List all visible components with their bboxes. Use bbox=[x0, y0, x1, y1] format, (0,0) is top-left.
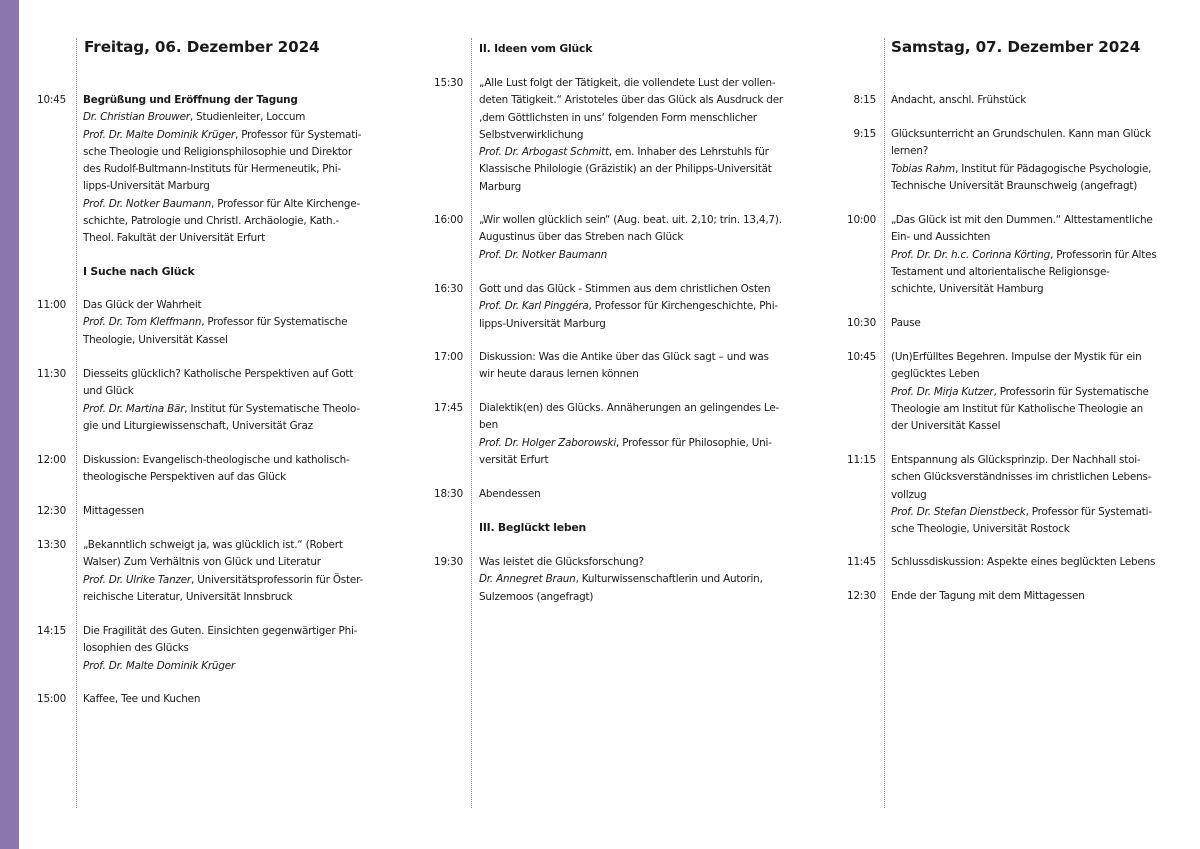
speaker-role: , Universitätsprofessorin für Öster- bbox=[191, 573, 364, 586]
speaker-name: Prof. Dr. Tom Kleffmann bbox=[83, 316, 202, 329]
speaker-name: Prof. Dr. Stefan Dienstbeck bbox=[891, 505, 1026, 518]
entry-title: Was leistet die Glücksforschung? bbox=[479, 556, 644, 568]
entry-body bbox=[479, 400, 779, 469]
entry-line bbox=[891, 161, 1151, 178]
entry-title: „Wir wollen glücklich sein“ (Aug. beat. uit. 2,10; trin. 13,4,7). bbox=[479, 214, 782, 226]
column-divider-2 bbox=[471, 38, 472, 808]
entry-title: Entspannung als Glücksprinzip. Der Nachhall stoi- bbox=[891, 454, 1141, 466]
entry-body bbox=[891, 126, 1151, 195]
entry-line: Selbstverwirklichung bbox=[479, 128, 584, 141]
entry-line: Theol. Fakultät der Universität Erfurt bbox=[83, 232, 265, 245]
entry-body bbox=[479, 75, 783, 196]
entry-line: ‚dem Göttlichsten in uns‘ folgenden Form menschlicher bbox=[479, 111, 757, 124]
entry-line: reichische Literatur, Universität Innsbruck bbox=[83, 590, 293, 603]
entry-line bbox=[891, 247, 1157, 264]
entry-line: sche Theologie und Religionsphilosophie und Direktor bbox=[83, 145, 352, 158]
entry-line bbox=[479, 144, 783, 161]
entry-title: Diskussion: Was die Antike über das Glück sagt – und was bbox=[479, 351, 769, 363]
entry-line: vollzug bbox=[891, 488, 927, 501]
section-title: III. Beglückt leben bbox=[479, 521, 587, 534]
entry-line: Augustinus über das Streben nach Glück bbox=[479, 231, 684, 244]
entry-body bbox=[479, 349, 769, 384]
entry-line bbox=[891, 504, 1152, 521]
entry-line: lernen? bbox=[891, 145, 929, 158]
speaker-role: , Professor für Kirchengeschichte, Phi- bbox=[588, 300, 778, 313]
entry-line bbox=[83, 109, 361, 126]
section-heading bbox=[83, 263, 194, 281]
entry-line: wir heute daraus lernen können bbox=[479, 368, 639, 381]
entry-body bbox=[479, 554, 763, 606]
speaker-name: Tobias Rahm bbox=[891, 162, 956, 175]
entry-time: 12:00 bbox=[37, 454, 66, 466]
entry-title: Glücksunterricht an Grundschulen. Kann man Glück bbox=[891, 128, 1151, 140]
entry-line: Walser) Zum Verhältnis von Glück und Literatur bbox=[83, 556, 321, 569]
entry-title: Andacht, anschl. Frühstück bbox=[891, 94, 1027, 106]
entry-line: des Rudolf-Bultmann-Instituts für Hermeneutik, Phi- bbox=[83, 163, 341, 176]
column-divider-1 bbox=[76, 38, 77, 808]
speaker-name: Dr. Christian Brouwer bbox=[83, 111, 190, 124]
entry-title: Ende der Tagung mit dem Mittagessen bbox=[891, 590, 1085, 602]
entry-title: (Un)Erfülltes Begehren. Impulse der Mystik für ein bbox=[891, 351, 1142, 363]
entry-line bbox=[891, 384, 1149, 401]
entry-title: Diskussion: Evangelisch-theologische und katholisch- bbox=[83, 454, 350, 466]
speaker-role: , Kulturwissenschaftlerin und Autorin, bbox=[575, 573, 763, 586]
entry-line: gie und Liturgiewissenschaft, Universität Graz bbox=[83, 419, 313, 432]
entry-line: ben bbox=[479, 419, 498, 432]
entry-title: Pause bbox=[891, 317, 921, 329]
speaker-role: , Institut für Systematische Theolo- bbox=[184, 402, 360, 415]
entry-time: 19:30 bbox=[434, 556, 463, 568]
entry-title: Die Fragilität des Guten. Einsichten gegenwärtiger Phi- bbox=[83, 625, 358, 637]
entry-time: 13:30 bbox=[37, 539, 66, 551]
entry-time: 10:45 bbox=[37, 94, 66, 106]
entry-line: deten Tätigkeit.“ Aristoteles über das Glück als Ausdruck der bbox=[479, 94, 783, 107]
entry-line: Testament und altorientalische Religionsge- bbox=[891, 265, 1110, 278]
entry-title: Gott und das Glück - Stimmen aus dem christlichen Osten bbox=[479, 283, 771, 295]
speaker-name: Prof. Dr. Karl Pinggéra bbox=[479, 300, 589, 313]
entry-title: Kaffee, Tee und Kuchen bbox=[83, 693, 201, 705]
entry-time: 10:45 bbox=[847, 351, 876, 363]
entry-line bbox=[83, 401, 360, 418]
speaker-name: Prof. Dr. Notker Baumann bbox=[83, 197, 212, 210]
entry-time: 10:00 bbox=[847, 214, 876, 226]
entry-body bbox=[891, 588, 1085, 605]
speaker-role: , Professor für Philosophie, Uni- bbox=[616, 436, 772, 449]
entry-body bbox=[83, 92, 361, 248]
entry-body bbox=[891, 554, 1155, 571]
speaker-name: Prof. Dr. Holger Zaborowski bbox=[479, 436, 617, 449]
entry-time: 15:30 bbox=[434, 77, 463, 89]
entry-time: 15:00 bbox=[37, 693, 66, 705]
speaker-name: Prof. Dr. Dr. h.c. Corinna Körting bbox=[891, 248, 1051, 261]
entry-body bbox=[83, 366, 360, 435]
column-divider-3 bbox=[884, 38, 885, 808]
entry-line: sche Theologie, Universität Rostock bbox=[891, 523, 1070, 536]
entry-body bbox=[83, 691, 200, 708]
entry-time: 17:45 bbox=[434, 402, 463, 414]
entry-time: 10:30 bbox=[847, 317, 876, 329]
entry-line: Technische Universität Braunschweig (angefragt) bbox=[891, 179, 1138, 192]
entry-title: Diesseits glücklich? Katholische Perspektiven auf Gott bbox=[83, 368, 354, 380]
entry-body bbox=[83, 452, 350, 487]
entry-title: Abendessen bbox=[479, 488, 541, 500]
entry-line bbox=[479, 298, 778, 315]
entry-line: versität Erfurt bbox=[479, 453, 549, 466]
entry-body bbox=[83, 297, 347, 349]
section-title: I Suche nach Glück bbox=[83, 265, 195, 278]
section-heading bbox=[479, 519, 586, 537]
entry-line: schichte, Patrologie und Christl. Archäologie, Kath.- bbox=[83, 215, 340, 228]
speaker-role: , Professorin für Systematische bbox=[993, 385, 1149, 398]
entry-body bbox=[891, 349, 1149, 435]
entry-body bbox=[891, 452, 1152, 538]
entry-body bbox=[479, 486, 540, 503]
entry-line: Sulzemoos (angefragt) bbox=[479, 590, 594, 603]
entry-time: 11:00 bbox=[37, 299, 66, 311]
section-title: II. Ideen vom Glück bbox=[479, 42, 593, 55]
entry-line: Theologie, Universität Kassel bbox=[83, 333, 228, 346]
entry-body bbox=[891, 92, 1026, 109]
entry-time: 12:30 bbox=[37, 505, 66, 517]
entry-time: 8:15 bbox=[853, 94, 876, 106]
speaker-role: , Professor für Systemati- bbox=[234, 128, 362, 141]
entry-time: 11:15 bbox=[847, 454, 876, 466]
entry-body bbox=[83, 623, 357, 675]
speaker-name: Prof. Dr. Martina Bär bbox=[83, 402, 185, 415]
entry-title: „Das Glück ist mit den Dummen.“ Alttestamentliche bbox=[891, 214, 1153, 226]
entry-line: lipps-Universität Marburg bbox=[479, 317, 606, 330]
day-title-saturday: Samstag, 07. Dezember 2024 bbox=[891, 38, 1141, 56]
entry-title: Das Glück der Wahrheit bbox=[83, 299, 202, 311]
speaker-name: Prof. Dr. Notker Baumann bbox=[479, 248, 608, 261]
entry-title: Dialektik(en) des Glücks. Annäherungen an gelingendes Le- bbox=[479, 402, 780, 414]
speaker-name: Prof. Dr. Malte Dominik Krüger bbox=[83, 659, 235, 672]
entry-body bbox=[891, 212, 1157, 298]
entry-title: Schlussdiskussion: Aspekte eines beglückten Lebens bbox=[891, 556, 1156, 568]
entry-body bbox=[479, 281, 778, 333]
section-heading bbox=[479, 40, 592, 58]
entry-time: 18:30 bbox=[434, 488, 463, 500]
entry-time: 16:00 bbox=[434, 214, 463, 226]
entry-title: Begrüßung und Eröffnung der Tagung bbox=[83, 94, 298, 106]
speaker-name: Prof. Dr. Mirja Kutzer bbox=[891, 385, 994, 398]
entry-time: 16:30 bbox=[434, 283, 463, 295]
day-title-friday: Freitag, 06. Dezember 2024 bbox=[84, 38, 320, 56]
entry-body bbox=[83, 537, 363, 606]
entry-line: geglücktes Leben bbox=[891, 368, 980, 381]
speaker-name: Dr. Annegret Braun bbox=[479, 573, 576, 586]
entry-time: 12:30 bbox=[847, 590, 876, 602]
entry-title: Mittagessen bbox=[83, 505, 144, 517]
entry-line bbox=[83, 196, 361, 213]
entry-body bbox=[891, 315, 921, 332]
speaker-role: , Professor für Alte Kirchenge- bbox=[211, 197, 361, 210]
entry-time: 14:15 bbox=[37, 625, 66, 637]
entry-line bbox=[83, 572, 363, 589]
entry-line: Theologie am Institut für Katholische Theologie an bbox=[891, 402, 1144, 415]
entry-line: Klassische Philologie (Gräzistik) an der Philipps-Universität bbox=[479, 163, 772, 176]
entry-time: 17:00 bbox=[434, 351, 463, 363]
entry-body bbox=[83, 503, 144, 520]
entry-time: 11:30 bbox=[37, 368, 66, 380]
entry-line: Marburg bbox=[479, 180, 522, 193]
speaker-role: , em. Inhaber des Lehrstuhls für bbox=[608, 146, 769, 159]
speaker-role: , Studienleiter, Loccum bbox=[189, 111, 306, 124]
entry-body bbox=[479, 212, 782, 264]
entry-line bbox=[83, 314, 347, 331]
entry-line bbox=[83, 127, 361, 144]
entry-line bbox=[479, 571, 763, 588]
entry-time: 11:45 bbox=[847, 556, 876, 568]
speaker-name: Prof. Dr. Ulrike Tanzer bbox=[83, 573, 191, 586]
entry-title: „Alle Lust folgt der Tätigkeit, die vollendete Lust der vollen- bbox=[479, 77, 776, 89]
entry-line: lipps-Universität Marburg bbox=[83, 180, 210, 193]
entry-line bbox=[479, 435, 779, 452]
speaker-name: Prof. Dr. Arbogast Schmitt bbox=[479, 146, 609, 159]
speaker-name: Prof. Dr. Malte Dominik Krüger bbox=[83, 128, 235, 141]
speaker-role: , Professor für Systematische bbox=[201, 316, 348, 329]
entry-line: losophien des Glücks bbox=[83, 642, 189, 655]
entry-time: 9:15 bbox=[853, 128, 876, 140]
entry-line: schen Glücksverständnisses im christlichen Lebens- bbox=[891, 471, 1152, 484]
entry-line: der Universität Kassel bbox=[891, 420, 1001, 433]
entry-line: schichte, Universität Hamburg bbox=[891, 283, 1044, 296]
sidebar-color-bar bbox=[0, 0, 19, 849]
speaker-role: , Professor für Systemati- bbox=[1025, 505, 1152, 518]
entry-title: „Bekanntlich schweigt ja, was glücklich ist.“ (Robert bbox=[83, 539, 343, 551]
entry-line: und Glück bbox=[83, 385, 134, 398]
speaker-role: , Institut für Pädagogische Psychologie, bbox=[955, 162, 1152, 175]
entry-line: theologische Perspektiven auf das Glück bbox=[83, 471, 286, 484]
speaker-role: , Professorin für Altes bbox=[1050, 248, 1157, 261]
entry-line: Ein- und Aussichten bbox=[891, 231, 991, 244]
